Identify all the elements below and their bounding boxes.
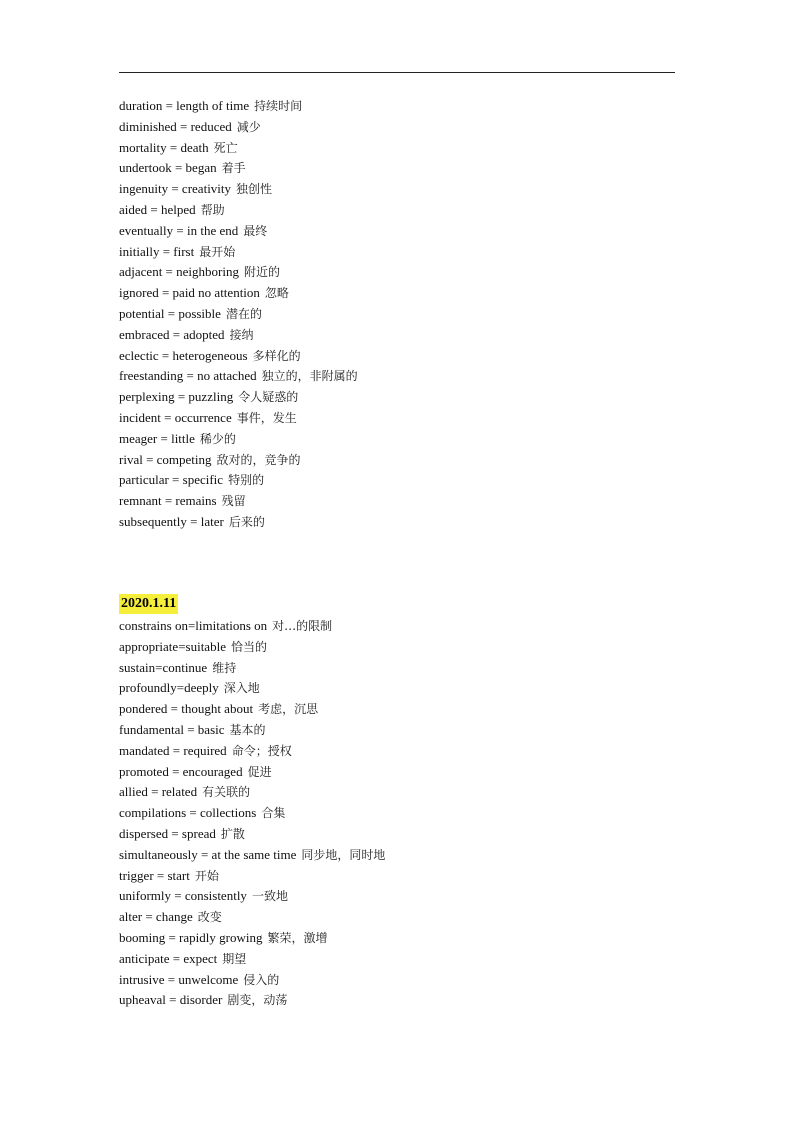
vocab-english: subsequently = later	[119, 513, 224, 529]
vocab-chinese: 特别的	[228, 473, 265, 488]
vocab-chinese: 令人疑惑的	[238, 390, 299, 405]
vocab-chinese: 事件，发生	[236, 410, 297, 425]
vocab-entry	[119, 637, 385, 658]
vocab-entry	[119, 96, 358, 117]
vocab-entry	[119, 907, 385, 928]
vocab-entry	[119, 741, 385, 762]
vocab-english: dispersed = spread	[119, 825, 216, 841]
vocab-english: intrusive = unwelcome	[119, 971, 239, 987]
vocab-english: duration = length of time	[119, 98, 250, 113]
vocab-entry	[119, 262, 358, 283]
vocab-english: trigger = start	[119, 867, 190, 883]
vocab-english: mortality = death	[119, 139, 209, 155]
vocab-entry	[119, 408, 358, 429]
vocab-english: uniformly = consistently	[119, 888, 247, 904]
vocab-english: mandated = required	[119, 742, 227, 758]
vocab-entry	[119, 949, 385, 970]
vocab-english: upheaval = disorder	[119, 992, 223, 1008]
vocab-english: fundamental = basic	[119, 721, 225, 737]
date-heading: 2020.1.11	[119, 594, 178, 614]
vocab-english: anticipate = expect	[119, 950, 218, 966]
vocab-entry	[119, 762, 385, 783]
vocab-entry	[119, 678, 385, 699]
vocab-chinese: 一致地	[251, 889, 288, 904]
vocab-english: potential = possible	[119, 305, 221, 321]
vocab-english: adjacent = neighboring	[119, 264, 239, 280]
vocab-entry	[119, 242, 358, 263]
vocab-list-section-2	[119, 616, 385, 1011]
vocab-chinese: 基本的	[229, 722, 266, 737]
vocab-english: perplexing = puzzling	[119, 389, 234, 405]
vocab-english: simultaneously = at the same time	[119, 846, 297, 862]
vocab-chinese: 残留	[221, 494, 246, 509]
vocab-entry	[119, 845, 385, 866]
vocab-chinese: 多样化的	[252, 348, 301, 363]
vocab-english: profoundly=deeply	[119, 680, 219, 696]
vocab-entry	[119, 200, 358, 221]
vocab-english: appropriate=suitable	[119, 638, 226, 654]
vocab-chinese: 帮助	[200, 202, 225, 217]
vocab-entry	[119, 387, 358, 408]
vocab-chinese: 改变	[197, 910, 222, 925]
vocab-chinese: 敌对的，竞争的	[216, 452, 301, 467]
vocab-chinese: 死亡	[213, 140, 238, 155]
vocab-english: eclectic = heterogeneous	[119, 347, 248, 363]
vocab-entry	[119, 491, 358, 512]
vocab-chinese: 深入地	[223, 681, 260, 696]
vocab-english: diminished = reduced	[119, 118, 232, 134]
vocab-english: initially = first	[119, 243, 195, 259]
vocab-entry	[119, 158, 358, 179]
vocab-chinese: 有关联的	[202, 785, 251, 800]
vocab-chinese: 附近的	[243, 265, 280, 280]
vocab-entry	[119, 782, 385, 803]
vocab-english: aided = helped	[119, 201, 196, 217]
vocab-english: particular = specific	[119, 472, 224, 488]
vocab-english: freestanding = no attached	[119, 368, 257, 384]
vocab-entry	[119, 803, 385, 824]
vocab-chinese: 侵入的	[243, 972, 280, 987]
vocab-english: alter = change	[119, 909, 193, 925]
vocab-chinese: 潜在的	[225, 306, 262, 321]
vocab-entry	[119, 699, 385, 720]
vocab-chinese: 维持	[212, 660, 237, 675]
vocab-entry	[119, 824, 385, 845]
vocab-chinese: 持续时间	[254, 99, 303, 113]
vocab-entry	[119, 450, 358, 471]
vocab-entry	[119, 470, 358, 491]
vocab-chinese: 最开始	[199, 244, 236, 259]
vocab-chinese: 稀少的	[199, 431, 236, 446]
vocab-entry	[119, 512, 358, 533]
vocab-chinese: 剧变，动荡	[227, 993, 288, 1008]
vocab-entry	[119, 990, 385, 1011]
vocab-chinese: 后来的	[228, 514, 265, 529]
vocab-entry	[119, 304, 358, 325]
vocab-entry	[119, 928, 385, 949]
top-divider	[119, 72, 675, 73]
vocab-entry	[119, 366, 358, 387]
vocab-entry	[119, 221, 358, 242]
vocab-english: promoted = encouraged	[119, 763, 243, 779]
vocab-entry	[119, 616, 385, 637]
vocab-entry	[119, 346, 358, 367]
vocab-entry	[119, 325, 358, 346]
vocab-chinese: 繁荣，激增	[267, 930, 328, 945]
vocab-english: eventually = in the end	[119, 222, 239, 238]
vocab-entry	[119, 429, 358, 450]
vocab-chinese: 独创性	[236, 182, 273, 197]
vocab-entry	[119, 283, 358, 304]
vocab-chinese: 同步地，同时地	[301, 847, 386, 862]
vocab-english: constrains on=limitations on	[119, 618, 268, 633]
vocab-chinese: 促进	[247, 764, 272, 779]
vocab-chinese: 开始	[194, 868, 219, 883]
vocab-english: undertook = began	[119, 160, 217, 176]
vocab-english: allied = related	[119, 784, 198, 800]
vocab-entry	[119, 720, 385, 741]
vocab-entry	[119, 117, 358, 138]
vocab-english: remnant = remains	[119, 493, 217, 509]
vocab-chinese: 对…的限制	[272, 619, 333, 633]
vocab-chinese: 考虑，沉思	[258, 702, 319, 717]
vocab-entry	[119, 970, 385, 991]
vocab-chinese: 忽略	[264, 286, 289, 301]
vocab-english: ingenuity = creativity	[119, 181, 232, 197]
vocab-chinese: 扩散	[220, 826, 245, 841]
vocab-chinese: 合集	[261, 806, 286, 821]
vocab-chinese: 接纳	[229, 327, 254, 342]
vocab-english: embraced = adopted	[119, 326, 225, 342]
vocab-list-section-1	[119, 96, 358, 533]
vocab-chinese: 恰当的	[230, 639, 267, 654]
vocab-entry	[119, 138, 358, 159]
vocab-english: incident = occurrence	[119, 409, 232, 425]
vocab-english: sustain=continue	[119, 659, 208, 675]
vocab-english: booming = rapidly growing	[119, 929, 263, 945]
vocab-chinese: 独立的，非附属的	[261, 369, 358, 384]
vocab-chinese: 命令；授权	[231, 743, 292, 758]
vocab-chinese: 最终	[243, 223, 268, 238]
vocab-chinese: 减少	[236, 119, 261, 134]
vocab-entry	[119, 886, 385, 907]
vocab-english: pondered = thought about	[119, 701, 254, 717]
vocab-english: compilations = collections	[119, 805, 257, 821]
vocab-english: ignored = paid no attention	[119, 285, 260, 301]
vocab-chinese: 期望	[222, 951, 247, 966]
vocab-english: rival = competing	[119, 451, 212, 467]
vocab-english: meager = little	[119, 430, 195, 446]
vocab-chinese: 着手	[221, 161, 246, 176]
vocab-entry	[119, 658, 385, 679]
vocab-entry	[119, 866, 385, 887]
vocab-entry	[119, 179, 358, 200]
